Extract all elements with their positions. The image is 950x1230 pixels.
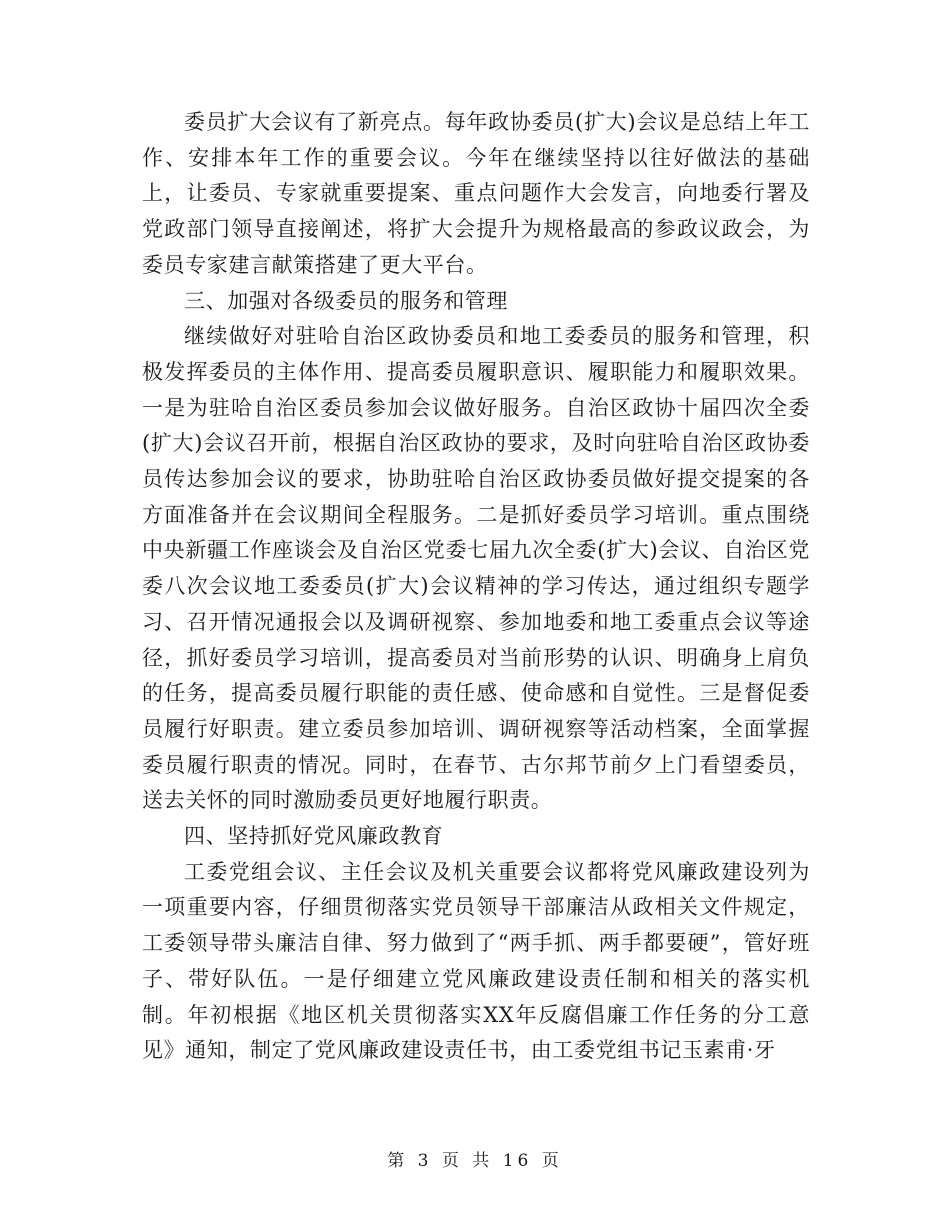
page-footer: 第 3 页 共 16 页 <box>387 1151 563 1171</box>
paragraph-integrity-education: 工委党组会议、主任会议及机关重要会议都将党风廉政建设列为一项重要内容，仔细贯彻落实党员领导干部廉洁从政相关文件规定，工委领导带头廉洁自律、努力做到了“两手抓、两手都要硬”，管好班子、带好队伍。一是仔细建立党风廉政建设责任制和相关的落实机制。年初根据《地区机关贯彻落实XX年反腐倡廉工作任务的分工意见》通知，制定了党风廉政建设责任书，由工委党组书记玉素甫·牙 <box>142 859 810 1063</box>
paragraph-expanded-meeting: 委员扩大会议有了新亮点。每年政协委员(扩大)会议是总结上年工作、安排本年工作的重要会议。今年在继续坚持以往好做法的基础上，让委员、专家就重要提案、重点问题作大会发言，向地委行署及党政部门领导直接阐述，将扩大会提升为规格最高的参政议政会，为委员专家建言献策搭建了更大平台。 <box>142 110 810 277</box>
document-body <box>142 105 810 1069</box>
section-heading-4: 四、坚持抓好党风廉政教育 <box>184 824 444 849</box>
paragraph-member-services: 继续做好对驻哈自治区政协委员和地工委委员的服务和管理，积极发挥委员的主体作用、提高委员履职意识、履职能力和履职效果。一是为驻哈自治区委员参加会议做好服务。自治区政协十届四次全委(扩大)会议召开前，根据自治区政协的要求，及时向驻哈自治区政协委员传达参加会议的要求，协助驻哈自治区政协委员做好提交提案的各方面准备并在会议期间全程服务。二是抓好委员学习培训。重点围绕中央新疆工作座谈会及自治区党委七届九次全委(扩大)会议、自治区党委八次会议地工委委员(扩大)会议精神的学习传达，通过组织专题学习、召开情况通报会以及调研视察、参加地委和地工委重点会议等途径，抓好委员学习培训，提高委员对当前形势的认识、明确身上肩负的任务，提高委员履行职能的责任感、使命感和自觉性。三是督促委员履行好职责。建立委员参加培训、调研视察等活动档案，全面掌握委员履行职责的情况。同时，在春节、古尔邦节前夕上门看望委员，送去关怀的同时激励委员更好地履行职责。 <box>142 324 810 813</box>
section-heading-3: 三、加强对各级委员的服务和管理 <box>184 288 508 313</box>
